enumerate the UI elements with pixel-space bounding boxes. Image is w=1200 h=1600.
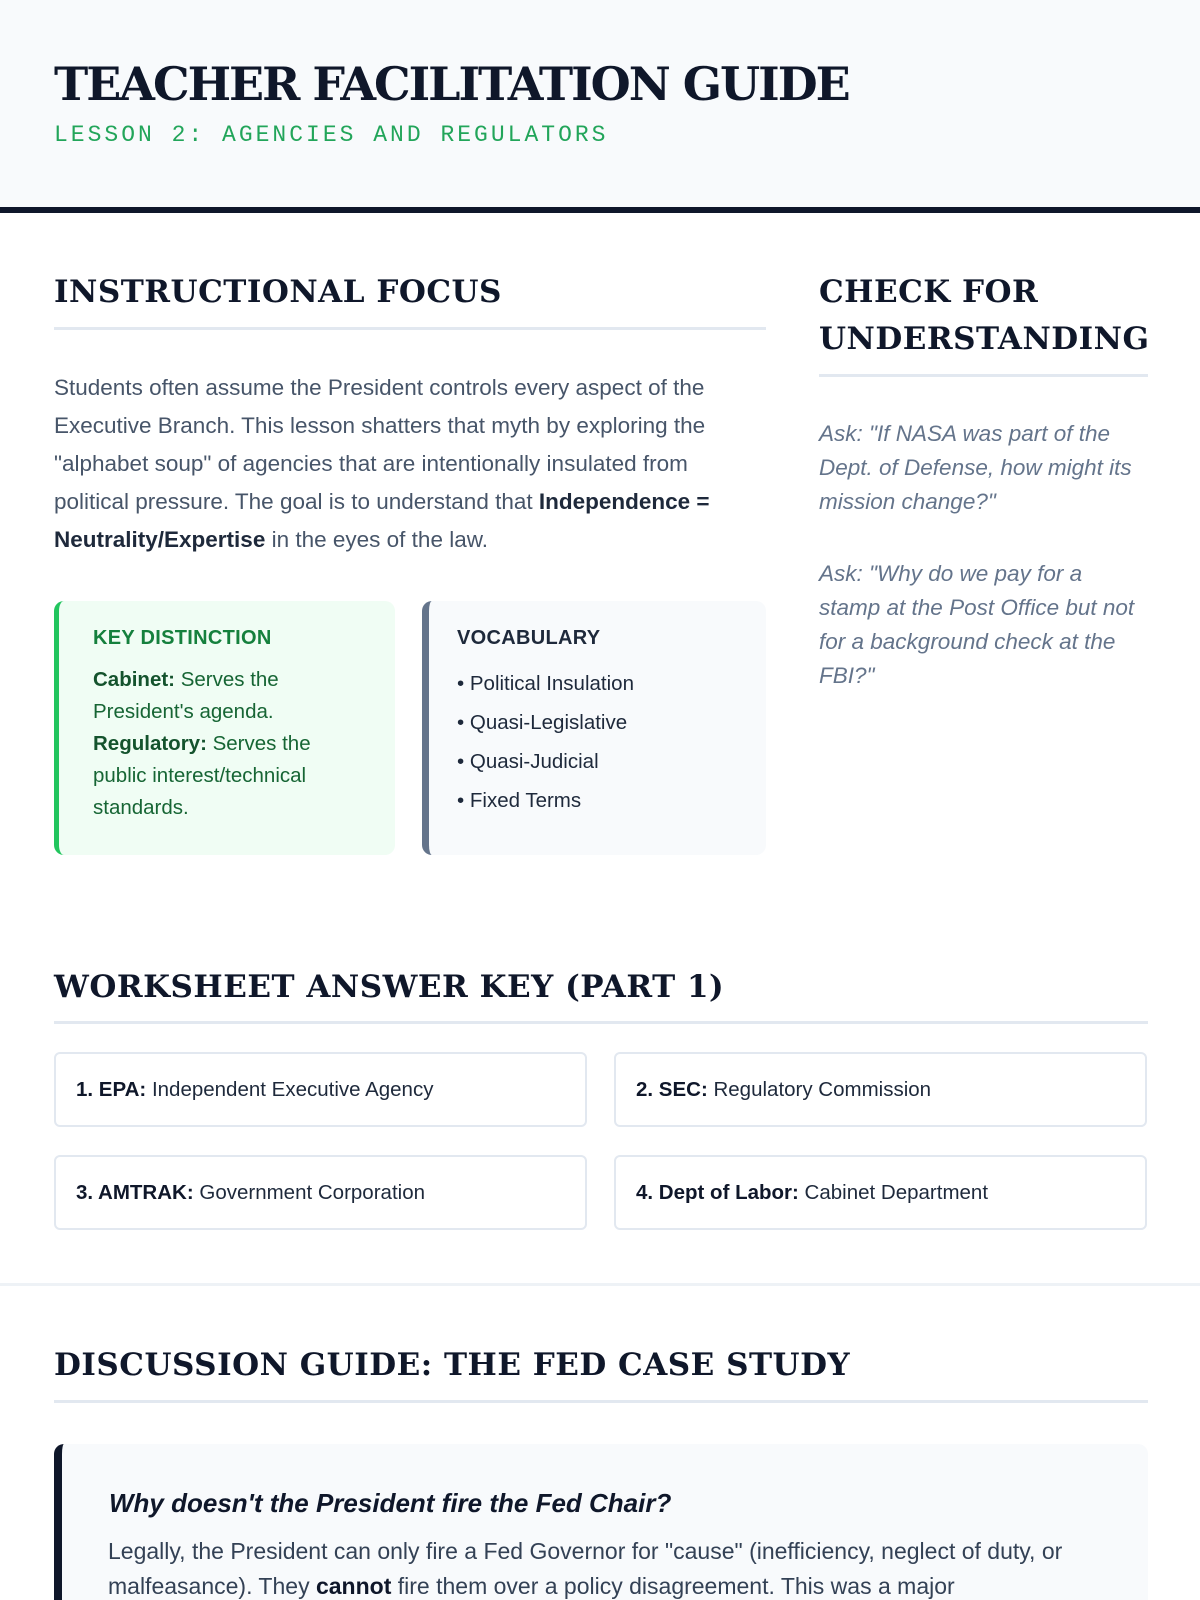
- answer-card: [614, 1155, 1147, 1230]
- instructional-focus-heading: INSTRUCTIONAL FOCUS: [54, 274, 502, 310]
- check-heading-line-1: CHECK FOR: [819, 274, 1039, 310]
- section-divider: [54, 327, 766, 330]
- regulatory-label: Regulatory:: [93, 732, 207, 755]
- answer-label: 3. AMTRAK:: [76, 1181, 194, 1204]
- cabinet-label: Cabinet:: [93, 668, 175, 691]
- focus-paragraph-emphasis: Independence = Neutrality/Expertise: [54, 489, 710, 552]
- discussion-guide-heading: DISCUSSION GUIDE: THE FED CASE STUDY: [54, 1347, 851, 1383]
- vocabulary-card: [422, 601, 766, 855]
- key-distinction-card: [54, 601, 395, 855]
- cabinet-text: Serves the President's agenda.: [93, 668, 279, 723]
- focus-paragraph: [54, 369, 766, 559]
- answer-value: Regulatory Commission: [707, 1078, 932, 1101]
- focus-paragraph-end: in the eyes of the law.: [265, 527, 488, 552]
- key-distinction-title: KEY DISTINCTION: [93, 627, 272, 649]
- section-divider: [819, 374, 1148, 377]
- focus-paragraph-intro: Students often assume the President controls every aspect of the Executive Branch. This lesson shatters that myth by exploring the "alphabet soup" of agencies that are intentionally insulated from political pressure. The goal is to understand that: [54, 375, 706, 514]
- case-study-answer-emphasis: cannot: [315, 1573, 392, 1599]
- regulatory-text: Serves the public interest/technical standards.: [93, 732, 311, 819]
- section-divider: [54, 1400, 1148, 1403]
- page-title: TEACHER FACILITATION GUIDE: [54, 57, 849, 111]
- answer-value: Cabinet Department: [798, 1181, 989, 1204]
- fed-case-study-callout: [54, 1444, 1148, 1600]
- discussion-prompt: Ask: "If NASA was part of the Dept. of Defense, how might its mission change?": [819, 421, 1132, 514]
- vocabulary-item: • Quasi-Legislative: [457, 703, 738, 742]
- case-study-answer-start: Legally, the President can only fire a Fed Governor for "cause" (inefficiency, neglect of duty, or malfeasance). They: [108, 1538, 1063, 1599]
- lesson-subtitle: LESSON 2: AGENCIES AND REGULATORS: [54, 122, 609, 148]
- vocabulary-item: • Political Insulation: [457, 664, 738, 703]
- vocabulary-item: • Fixed Terms: [457, 781, 738, 820]
- answer-card: [54, 1155, 587, 1230]
- answer-card: [54, 1052, 587, 1127]
- answer-label: 4. Dept of Labor:: [636, 1181, 799, 1204]
- answer-label: 1. EPA:: [76, 1078, 147, 1101]
- vocabulary-title: VOCABULARY: [457, 627, 601, 649]
- answer-card: [614, 1052, 1147, 1127]
- vocabulary-list: [457, 664, 738, 820]
- section-divider: [54, 1021, 1148, 1024]
- answer-value: Government Corporation: [193, 1181, 425, 1204]
- check-for-understanding-heading: [819, 269, 1159, 363]
- regulatory-definition: [93, 728, 367, 824]
- check-heading-line-2: UNDERSTANDING: [819, 321, 1150, 357]
- page-header: [0, 0, 1200, 213]
- cabinet-definition: [93, 664, 367, 728]
- answer-key-heading: WORKSHEET ANSWER KEY (PART 1): [54, 969, 725, 1005]
- discussion-prompt: Ask: "Why do we pay for a stamp at the Post Office but not for a background check at the FBI?": [819, 561, 1135, 688]
- case-study-answer: [108, 1534, 1118, 1600]
- vocabulary-item: • Quasi-Judicial: [457, 742, 738, 781]
- page-break-divider: [0, 1283, 1200, 1286]
- case-study-answer-end: fire them over a policy disagreement. This was a major: [391, 1573, 955, 1599]
- case-study-question: Why doesn't the President fire the Fed Chair?: [109, 1488, 672, 1518]
- answer-label: 2. SEC:: [636, 1078, 708, 1101]
- answer-value: Independent Executive Agency: [146, 1078, 434, 1101]
